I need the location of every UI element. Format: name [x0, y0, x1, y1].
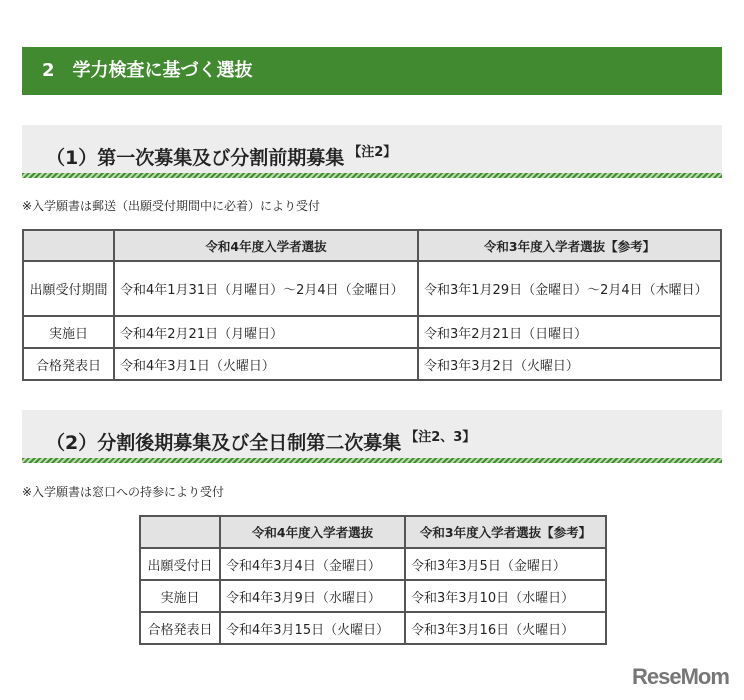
- note-tag: 【注2】: [348, 145, 397, 160]
- row-label: 出願受付日: [140, 548, 220, 580]
- cell: 令和3年3月10日（水曜日）: [405, 580, 606, 612]
- subsection-title-text: （2）分割後期募集及び全日制第二次募集: [46, 432, 402, 454]
- table-header-row: [140, 516, 606, 548]
- section-title: 2 学力検査に基づく選抜: [22, 47, 722, 95]
- table-row: [140, 580, 606, 612]
- cell: 令和3年1月29日（金曜日）～2月4日（木曜日）: [418, 261, 721, 316]
- header-cell: 令和3年度入学者選抜【参考】: [405, 516, 606, 548]
- table-row: [140, 548, 606, 580]
- cell: 令和4年3月9日（水曜日）: [220, 580, 405, 612]
- schedule-table-2: [139, 515, 607, 645]
- subsection-1-title: [22, 125, 722, 178]
- cell: 令和3年3月16日（火曜日）: [405, 612, 606, 644]
- header-cell: [140, 516, 220, 548]
- row-label: 実施日: [140, 580, 220, 612]
- cell: 令和4年3月1日（火曜日）: [114, 348, 418, 380]
- header-cell: [23, 230, 114, 261]
- header-cell: 令和4年度入学者選抜: [220, 516, 405, 548]
- row-label: 合格発表日: [23, 348, 114, 380]
- cell: 令和4年1月31日（月曜日）～2月4日（金曜日）: [114, 261, 418, 316]
- cell: 令和3年3月5日（金曜日）: [405, 548, 606, 580]
- subsection-2-title: [22, 410, 722, 463]
- cell: 令和4年2月21日（月曜日）: [114, 316, 418, 348]
- subsection-2-note: ※入学願書は窓口への持参により受付: [22, 485, 225, 499]
- note-tag: 【注2、3】: [405, 430, 476, 445]
- resemom-logo: ReseMom: [632, 664, 729, 689]
- row-label: 出願受付期間: [23, 261, 114, 316]
- schedule-table-1: [22, 229, 722, 381]
- subsection-title-text: （1）第一次募集及び分割前期募集: [46, 147, 345, 169]
- row-label: 実施日: [23, 316, 114, 348]
- table-header-row: [23, 230, 721, 261]
- row-label: 合格発表日: [140, 612, 220, 644]
- subsection-1-note: ※入学願書は郵送（出願受付期間中に必着）により受付: [22, 199, 321, 213]
- table-row: [140, 612, 606, 644]
- header-cell: 令和3年度入学者選抜【参考】: [418, 230, 721, 261]
- cell: 令和3年3月2日（火曜日）: [418, 348, 721, 380]
- cell: 令和4年3月4日（金曜日）: [220, 548, 405, 580]
- cell: 令和3年2月21日（日曜日）: [418, 316, 721, 348]
- table-row: [23, 316, 721, 348]
- header-cell: 令和4年度入学者選抜: [114, 230, 418, 261]
- cell: 令和4年3月15日（火曜日）: [220, 612, 405, 644]
- table-row: [23, 261, 721, 316]
- table-row: [23, 348, 721, 380]
